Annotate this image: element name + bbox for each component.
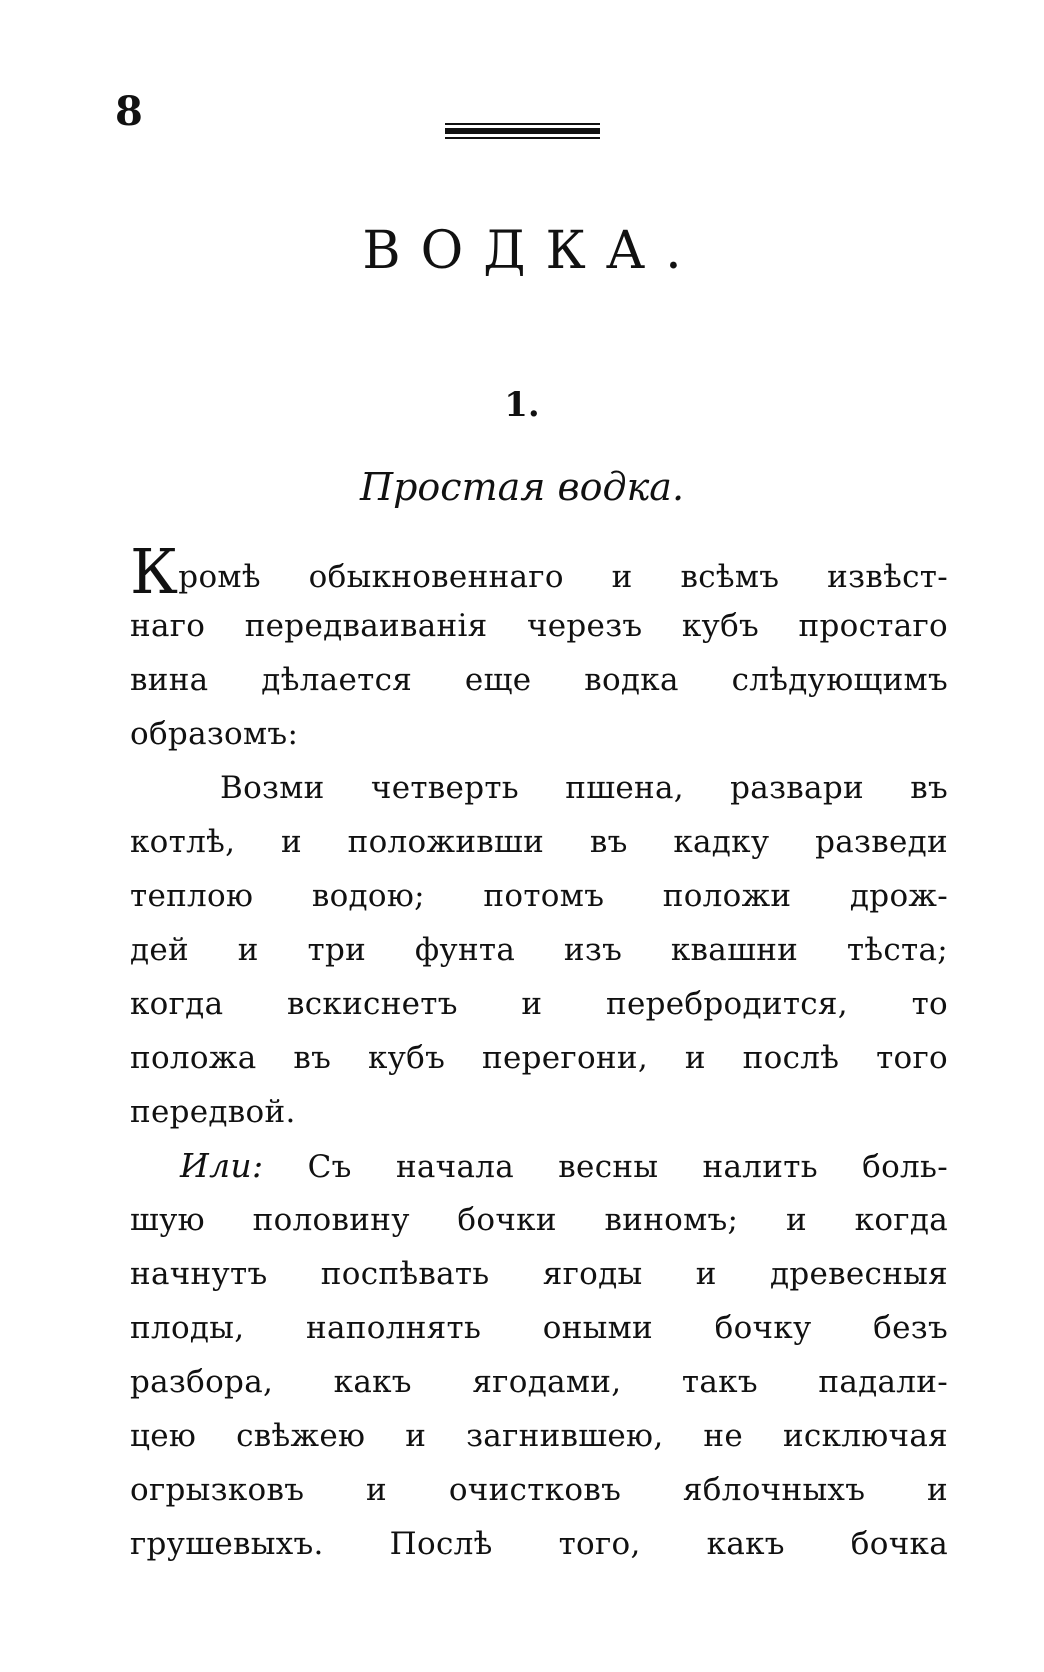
page-number: 8 xyxy=(115,88,143,135)
text-line: плоды, наполнять оными бочку безъ xyxy=(130,1310,948,1346)
section-number: 1. xyxy=(504,385,540,425)
text-line: когда вскиснетъ и перебродится, то xyxy=(130,986,948,1022)
text-line xyxy=(130,535,948,608)
text-line: положа въ кубъ перегони, и послѣ того xyxy=(130,1040,948,1076)
text-line: дей и три фунта изъ квашни тѣста; xyxy=(130,932,948,968)
drop-cap: К xyxy=(130,535,179,608)
text-line: огрызковъ и очистковъ яблочныхъ и xyxy=(130,1472,948,1508)
text-line-content: Съ начала весны налить боль- xyxy=(307,1149,948,1185)
text-line: разбора, какъ ягодами, такъ падали- xyxy=(130,1364,948,1400)
text-line: котлѣ, и положивши въ кадку разведи xyxy=(130,824,948,860)
text-line: теплою водою; потомъ положи дрож- xyxy=(130,878,948,914)
section-subtitle: Простая водка. xyxy=(359,465,685,509)
text-line: цею свѣжею и загнившею, не исключая xyxy=(130,1418,948,1454)
text-line: шую половину бочки виномъ; и когда xyxy=(130,1202,948,1238)
text-line: наго передваиванія черезъ кубъ простаго xyxy=(130,608,948,644)
text-line: грушевыхъ. Послѣ того, какъ бочка xyxy=(130,1526,948,1562)
text-line: передвой. xyxy=(130,1094,296,1130)
text-line: Возми четверть пшена, развари въ xyxy=(220,770,948,806)
text-line-content: ромѣ обыкновеннаго и всѣмъ извѣст- xyxy=(178,559,948,595)
italic-lead: Или: xyxy=(180,1146,264,1185)
text-line: начнутъ поспѣвать ягоды и древесныя xyxy=(130,1256,948,1292)
text-line xyxy=(130,1139,948,1193)
header-rule xyxy=(445,123,600,141)
page-title: ВОДКА. xyxy=(362,221,702,281)
body-text xyxy=(130,535,948,1571)
text-line: образомъ: xyxy=(130,716,299,752)
text-line: вина дѣлается еще водка слѣдующимъ xyxy=(130,662,948,698)
